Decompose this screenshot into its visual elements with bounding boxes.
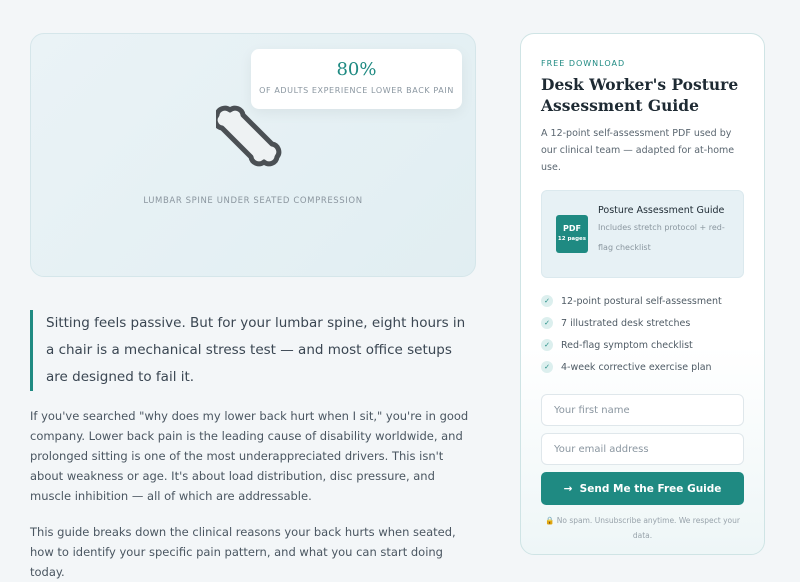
check-icon: ✓ <box>541 361 553 373</box>
feature-item <box>541 356 744 378</box>
guide-paragraph: This guide breaks down the clinical reasons your back hurts when seated, how to identify your specific pain pattern, and what you can start doing today. <box>30 525 456 579</box>
first-name-input[interactable] <box>541 394 744 426</box>
arrow-right-icon: → <box>563 482 580 495</box>
pdf-badge: PDF <box>563 224 581 233</box>
feature-text: Red-flag symptom checklist <box>561 339 693 351</box>
eyebrow-label: FREE DOWNLOAD <box>541 59 626 68</box>
privacy-note <box>541 513 744 543</box>
pdf-preview <box>541 190 744 278</box>
privacy-text: No spam. Unsubscribe anytime. We respect your data. <box>556 516 740 540</box>
feature-text: 12-point postural self-assessment <box>561 295 722 307</box>
intro-paragraph: If you've searched "why does my lower back hurt when I sit," you're in good company. Lower back pain is the leading cause of disability worldwide, and prolonged sitting is one of the most underappreciated drivers. This isn't about weakness or age. It's about load distribution, disc pressure, and muscle inhibition — all of which are addressable. <box>30 409 469 503</box>
lock-icon: 🔒 <box>545 516 557 525</box>
check-icon: ✓ <box>541 295 553 307</box>
check-icon: ✓ <box>541 339 553 351</box>
pdf-pages: 12 pages <box>557 236 587 242</box>
email-input[interactable] <box>541 433 744 465</box>
check-icon: ✓ <box>541 317 553 329</box>
pdf-title: Posture Assessment Guide <box>598 205 725 216</box>
send-guide-button[interactable] <box>541 472 744 505</box>
feature-text: 7 illustrated desk stretches <box>561 317 691 329</box>
guide-description: A 12-point self-assessment PDF used by our clinical team — adapted for at-home use. <box>541 128 735 173</box>
feature-list <box>541 290 744 378</box>
feature-item <box>541 312 744 334</box>
hero-image-card <box>30 33 476 277</box>
button-label: Send Me the Free Guide <box>579 482 722 495</box>
bone-icon <box>216 102 288 174</box>
stat-card <box>251 49 462 109</box>
stat-label: OF ADULTS EXPERIENCE LOWER BACK PAIN <box>259 86 454 95</box>
feature-text: 4-week corrective exercise plan <box>561 361 712 373</box>
lead-magnet-card <box>520 33 765 555</box>
stat-value: 80% <box>336 59 377 80</box>
feature-item <box>541 290 744 312</box>
pdf-icon <box>556 215 588 253</box>
pull-quote: Sitting feels passive. But for your lumbar spine, eight hours in a chair is a mechanical stress test — and most office setups are designed to fail it. <box>30 310 476 391</box>
guide-title: Desk Worker's Posture Assessment Guide <box>541 75 739 115</box>
image-caption: LUMBAR SPINE UNDER SEATED COMPRESSION <box>143 196 363 206</box>
pdf-subtitle: Includes stretch protocol + red-flag checklist <box>598 223 725 252</box>
feature-item <box>541 334 744 356</box>
